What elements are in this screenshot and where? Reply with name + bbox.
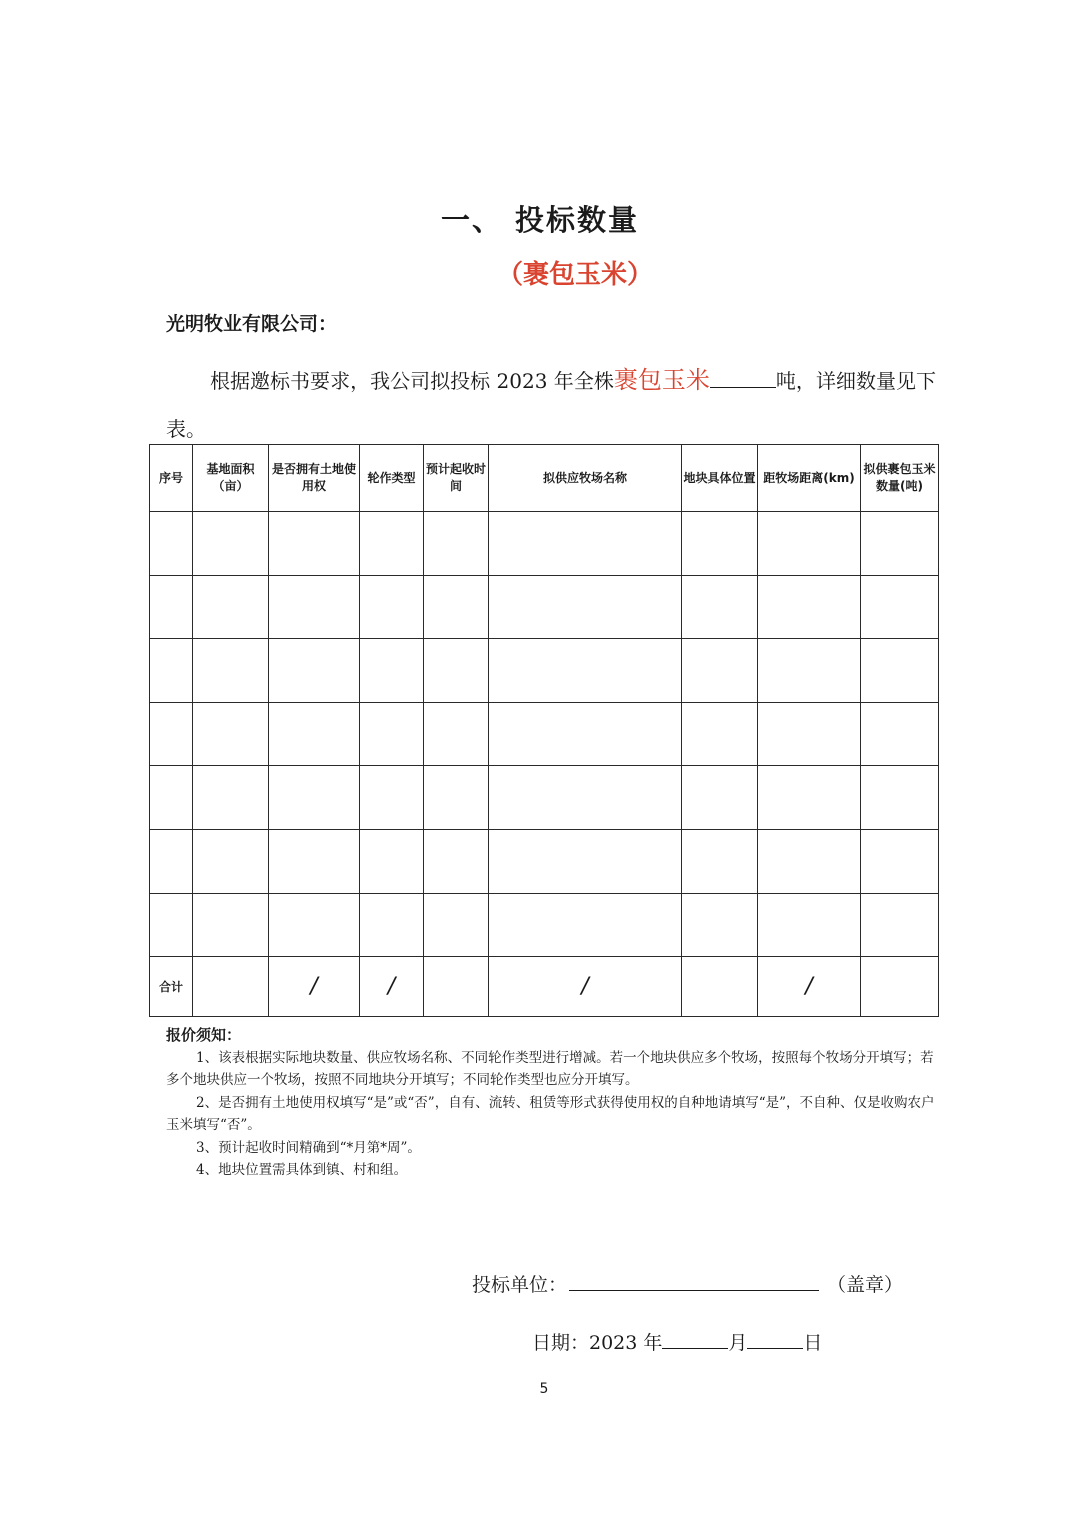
table-cell[interactable] <box>489 639 682 703</box>
table-cell[interactable] <box>758 575 861 639</box>
bidder-label: 投标单位： <box>472 1274 568 1296</box>
table-cell[interactable] <box>489 575 682 639</box>
table-cell[interactable] <box>682 575 758 639</box>
table-cell[interactable] <box>193 829 269 893</box>
table-row <box>150 829 939 893</box>
table-cell[interactable] <box>150 829 193 893</box>
total-cell[interactable] <box>424 957 489 1017</box>
table-cell[interactable] <box>861 702 939 766</box>
table-cell[interactable] <box>489 512 682 576</box>
header-cell-quantity: 拟供裹包玉米数量(吨) <box>861 445 939 512</box>
signature-line <box>472 1270 903 1297</box>
total-cell-na: / <box>360 957 424 1017</box>
table-cell[interactable] <box>269 766 360 830</box>
total-label: 合计 <box>150 957 193 1017</box>
total-cell-na: / <box>489 957 682 1017</box>
table-cell[interactable] <box>360 893 424 957</box>
table-cell[interactable] <box>861 766 939 830</box>
table-cell[interactable] <box>150 575 193 639</box>
table-cell[interactable] <box>193 766 269 830</box>
table-cell[interactable] <box>150 893 193 957</box>
table-cell[interactable] <box>193 702 269 766</box>
table-cell[interactable] <box>424 829 489 893</box>
note-item: 3、预计起收时间精确到“*月第*周”。 <box>196 1139 421 1156</box>
total-cell-na: / <box>758 957 861 1017</box>
header-cell-area: 基地面积（亩） <box>193 445 269 512</box>
table-cell[interactable] <box>360 639 424 703</box>
date-line <box>532 1328 822 1355</box>
table-cell[interactable] <box>758 639 861 703</box>
day-blank[interactable] <box>747 1336 803 1349</box>
table-cell[interactable] <box>360 702 424 766</box>
table-cell[interactable] <box>489 766 682 830</box>
table-cell[interactable] <box>682 829 758 893</box>
table-cell[interactable] <box>489 829 682 893</box>
table-cell[interactable] <box>424 893 489 957</box>
table-cell[interactable] <box>758 702 861 766</box>
table-cell[interactable] <box>424 512 489 576</box>
table-row <box>150 575 939 639</box>
page-subtitle: （裹包玉米） <box>496 260 653 290</box>
seal-label: （盖章） <box>827 1274 904 1296</box>
table-cell[interactable] <box>861 512 939 576</box>
date-label: 日期：2023 年 <box>532 1332 663 1354</box>
table-cell[interactable] <box>861 639 939 703</box>
page-number: 5 <box>539 1381 549 1397</box>
table-cell[interactable] <box>758 512 861 576</box>
table-cell[interactable] <box>360 766 424 830</box>
month-blank[interactable] <box>662 1336 728 1349</box>
table-cell[interactable] <box>193 512 269 576</box>
header-cell-index: 序号 <box>150 445 193 512</box>
total-cell[interactable] <box>193 957 269 1017</box>
note-item: 1、该表根据实际地块数量、供应牧场名称、不同轮作类型进行增减。若一个地块供应多个牧场，按照每个牧场分开填写；若多个地块供应一个牧场，按照不同地块分开填写；不同轮作类型也应分开填写。 <box>166 1049 934 1088</box>
table-row <box>150 766 939 830</box>
total-row <box>150 957 939 1017</box>
table-cell[interactable] <box>269 829 360 893</box>
day-label: 日 <box>803 1332 823 1354</box>
total-cell-na: / <box>269 957 360 1017</box>
header-cell-harvest-time: 预计起收时间 <box>424 445 489 512</box>
table-cell[interactable] <box>269 639 360 703</box>
table-row <box>150 512 939 576</box>
total-cell[interactable] <box>861 957 939 1017</box>
table-cell[interactable] <box>424 575 489 639</box>
table-cell[interactable] <box>489 893 682 957</box>
month-label: 月 <box>728 1332 748 1354</box>
header-cell-land-rights: 是否拥有土地使用权 <box>269 445 360 512</box>
table-cell[interactable] <box>269 893 360 957</box>
table-cell[interactable] <box>861 829 939 893</box>
table-row <box>150 702 939 766</box>
table-row <box>150 639 939 703</box>
table-cell[interactable] <box>360 512 424 576</box>
header-cell-distance: 距牧场距离(km) <box>758 445 861 512</box>
bidder-blank[interactable] <box>569 1278 819 1291</box>
table-cell[interactable] <box>682 766 758 830</box>
table-cell[interactable] <box>269 702 360 766</box>
table-cell[interactable] <box>360 829 424 893</box>
table-cell[interactable] <box>758 766 861 830</box>
table-cell[interactable] <box>682 893 758 957</box>
table-cell[interactable] <box>682 639 758 703</box>
intro-product: 裹包玉米 <box>613 366 710 394</box>
header-cell-plot-location: 地块具体位置 <box>682 445 758 512</box>
table-cell[interactable] <box>193 893 269 957</box>
tonnage-blank[interactable] <box>710 371 776 388</box>
table-cell[interactable] <box>424 639 489 703</box>
bid-quantity-table <box>149 444 939 1017</box>
table-cell[interactable] <box>758 893 861 957</box>
table-cell[interactable] <box>150 702 193 766</box>
table-cell[interactable] <box>758 829 861 893</box>
table-cell[interactable] <box>682 702 758 766</box>
table-header-row <box>150 445 939 512</box>
table-cell[interactable] <box>150 512 193 576</box>
table-cell[interactable] <box>360 575 424 639</box>
table-cell[interactable] <box>269 512 360 576</box>
table-cell[interactable] <box>861 893 939 957</box>
intro-paragraph <box>166 356 936 453</box>
table-cell[interactable] <box>861 575 939 639</box>
table-cell[interactable] <box>269 575 360 639</box>
table-cell[interactable] <box>150 766 193 830</box>
intro-text-end: 吨，详细数量见下表。 <box>166 369 937 441</box>
table-cell[interactable] <box>682 512 758 576</box>
header-cell-ranch-name: 拟供应牧场名称 <box>489 445 682 512</box>
table-cell[interactable] <box>193 639 269 703</box>
note-item: 2、是否拥有土地使用权填写“是”或“否”，自有、流转、租赁等形式获得使用权的自种地请填写“是”，不自种、仅是收购农户玉米填写“否”。 <box>166 1094 935 1133</box>
notes-heading: 报价须知： <box>166 1026 242 1044</box>
table-cell[interactable] <box>424 766 489 830</box>
table-cell[interactable] <box>489 702 682 766</box>
table-cell[interactable] <box>150 639 193 703</box>
note-item: 4、地块位置需具体到镇、村和组。 <box>196 1162 408 1178</box>
table-row <box>150 893 939 957</box>
header-cell-rotation-type: 轮作类型 <box>360 445 424 512</box>
total-cell[interactable] <box>682 957 758 1017</box>
addressee: 光明牧业有限公司： <box>166 313 338 335</box>
table-cell[interactable] <box>424 702 489 766</box>
page-title: 一、 投标数量 <box>440 203 640 237</box>
bid-notes <box>166 1024 936 1182</box>
table-cell[interactable] <box>193 575 269 639</box>
intro-text-start: 根据邀标书要求，我公司拟投标 2023 年全株 <box>210 369 614 393</box>
